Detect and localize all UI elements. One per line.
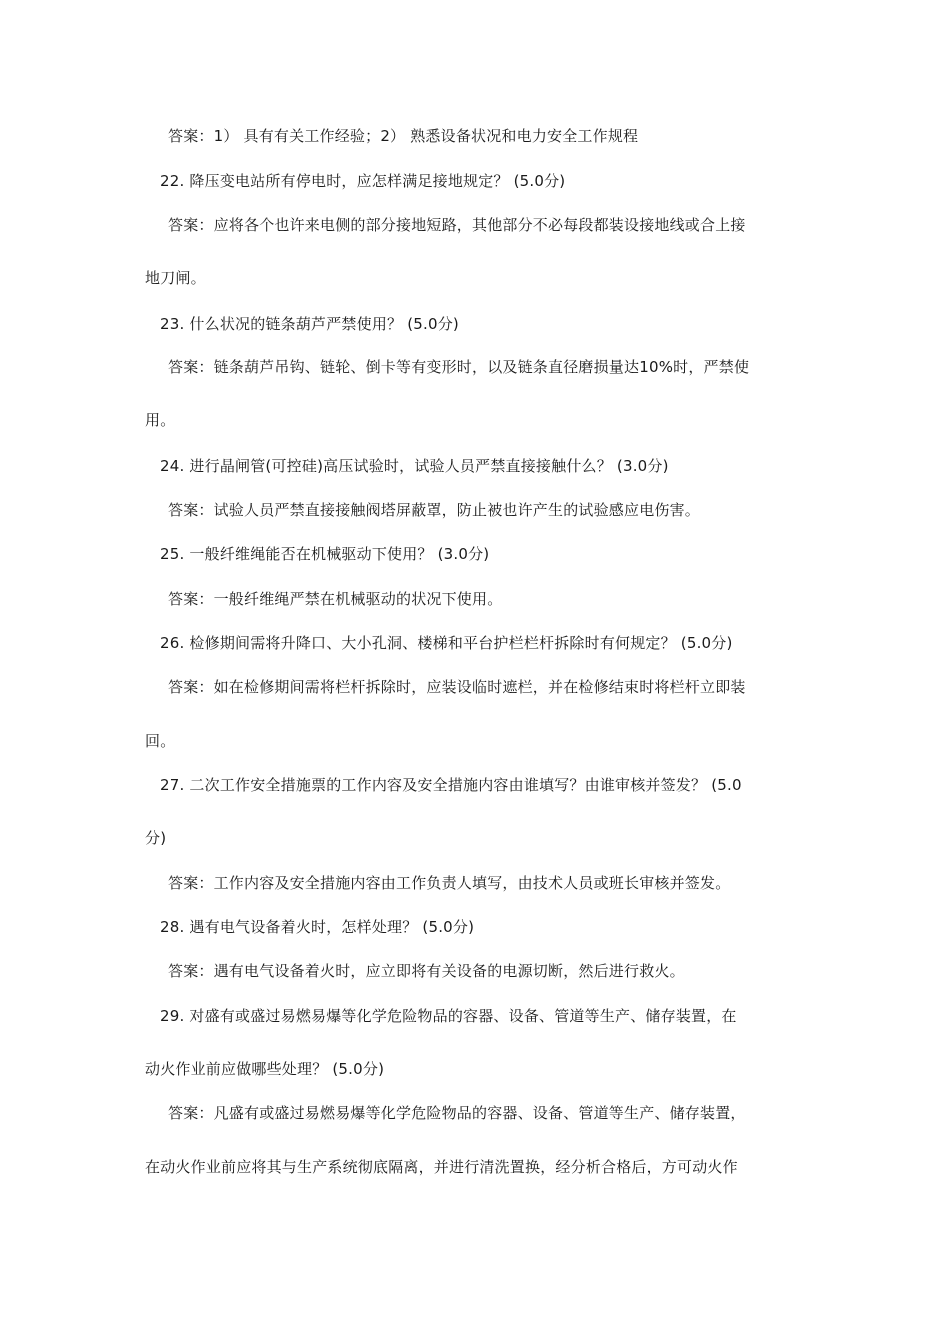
answer-27-text: 答案：工作内容及安全措施内容由工作负责人填写，由技术人员或班长审核并签发。: [168, 874, 731, 892]
question-23-text: 23. 什么状况的链条葫芦严禁使用？ (5.0分): [160, 315, 459, 333]
answer-25-text: 答案：一般纤维绳严禁在机械驱动的状况下使用。: [168, 590, 503, 608]
answer-22-continuation: 地刀闸。: [145, 269, 206, 287]
answer-29-text: 答案：凡盛有或盛过易燃易爆等化学危险物品的容器、设备、管道等生产、储存装置，: [168, 1104, 746, 1122]
question-28-text: 28. 遇有电气设备着火时，怎样处理？ (5.0分): [160, 918, 475, 936]
answer-23-continuation: 用。: [145, 411, 176, 429]
answer-28-text: 答案：遇有电气设备着火时，应立即将有关设备的电源切断，然后进行救火。: [168, 962, 685, 980]
answer-26-continuation: 回。: [145, 732, 176, 750]
question-22-text: 22. 降压变电站所有停电时，应怎样满足接地规定？ (5.0分): [160, 172, 566, 190]
answer-21-text: 答案：1） 具有有关工作经验；2） 熟悉设备状况和电力安全工作规程: [168, 127, 639, 145]
answer-22-text: 答案：应将各个也许来电侧的部分接地短路，其他部分不必每段都装设接地线或合上接: [168, 216, 746, 234]
answer-29-continuation: 在动火作业前应将其与生产系统彻底隔离，并进行清洗置换，经分析合格后，方可动火作: [145, 1158, 738, 1176]
answer-24-text: 答案：试验人员严禁直接接触阀塔屏蔽罩，防止被也许产生的试验感应电伤害。: [168, 501, 701, 519]
question-27-text: 27. 二次工作安全措施票的工作内容及安全措施内容由谁填写？由谁审核并签发？ (5.0: [160, 776, 742, 794]
question-26-text: 26. 检修期间需将升降口、大小孔洞、楼梯和平台护栏栏杆拆除时有何规定？ (5.0分): [160, 634, 733, 652]
question-29-continuation: 动火作业前应做哪些处理？ (5.0分): [145, 1060, 385, 1078]
question-29-text: 29. 对盛有或盛过易燃易爆等化学危险物品的容器、设备、管道等生产、储存装置，在: [160, 1007, 737, 1025]
question-24-text: 24. 进行晶闸管(可控硅)高压试验时，试验人员严禁直接接触什么？ (3.0分): [160, 457, 669, 475]
answer-26-text: 答案：如在检修期间需将栏杆拆除时，应装设临时遮栏，并在检修结束时将栏杆立即装: [168, 678, 746, 696]
question-25-text: 25. 一般纤维绳能否在机械驱动下使用？ (3.0分): [160, 545, 490, 563]
answer-23-text: 答案：链条葫芦吊钩、链轮、倒卡等有变形时，以及链条直径磨损量达10%时，严禁使: [168, 358, 750, 376]
question-27-continuation: 分): [145, 829, 167, 847]
